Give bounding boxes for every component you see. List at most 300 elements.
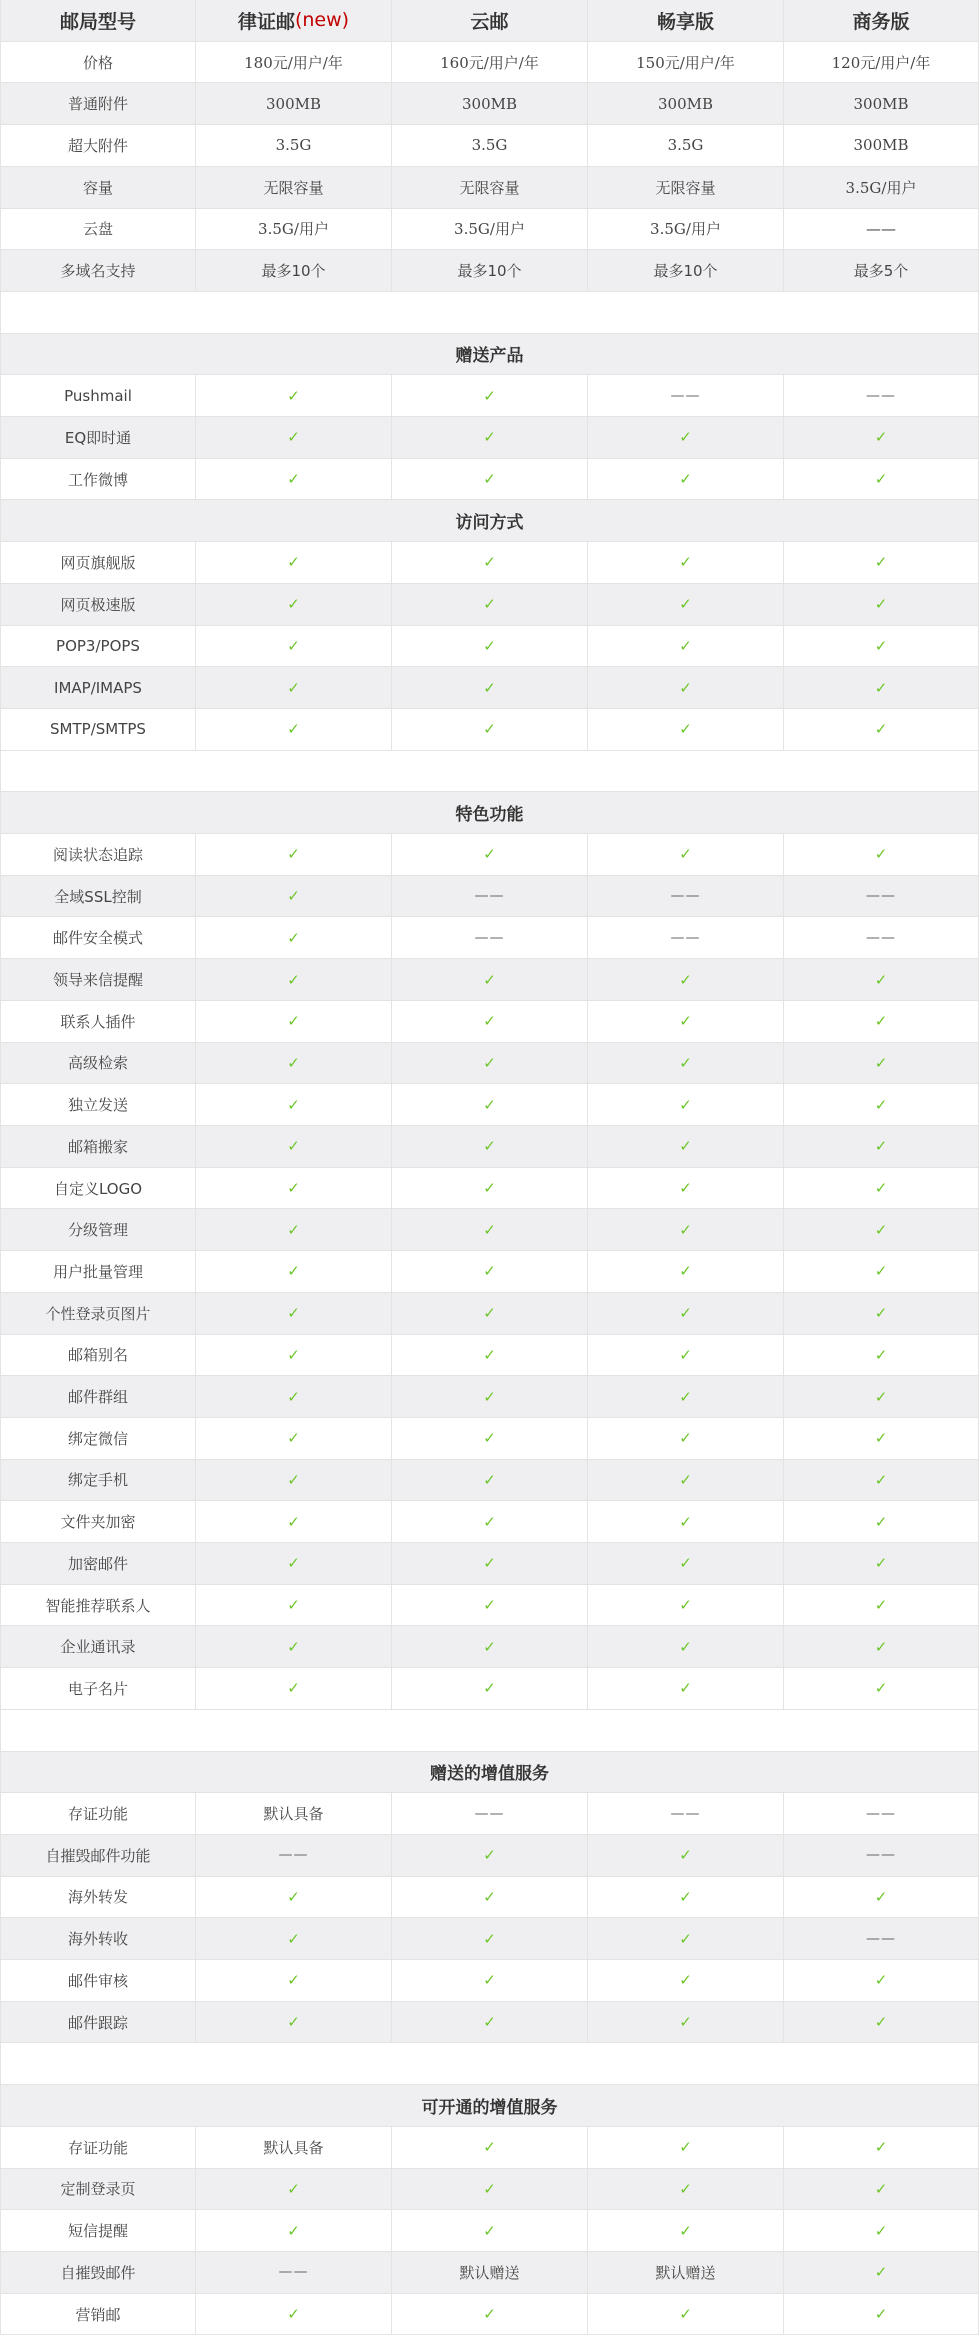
check-icon: ✓ bbox=[679, 2221, 692, 2240]
not-available-dash: —— bbox=[474, 888, 505, 905]
row-label: 个性登录页图片 bbox=[0, 1293, 196, 1334]
row-label: 存证功能 bbox=[0, 2127, 196, 2168]
table-row bbox=[0, 1501, 979, 1543]
blank-spacer-row bbox=[0, 1710, 979, 1752]
check-icon: ✓ bbox=[874, 1012, 888, 1031]
blank-spacer-row bbox=[0, 751, 979, 793]
check-icon: ✓ bbox=[287, 678, 300, 697]
table-cell bbox=[392, 375, 588, 416]
row-label: 邮件群组 bbox=[0, 1376, 196, 1417]
cell-value: 3.5G/用户 bbox=[258, 220, 329, 239]
check-icon: ✓ bbox=[679, 1929, 692, 1948]
table-cell bbox=[588, 1168, 784, 1209]
table-row bbox=[0, 959, 979, 1001]
table-cell bbox=[784, 2127, 979, 2168]
cell-value: 3.5G/用户 bbox=[650, 220, 721, 239]
section-title: 赠送产品 bbox=[0, 334, 979, 376]
row-label: 联系人插件 bbox=[0, 1001, 196, 1042]
table-cell bbox=[392, 209, 588, 250]
not-available-dash: —— bbox=[866, 1847, 896, 1864]
row-label: 营销邮 bbox=[0, 2294, 196, 2335]
check-icon: ✓ bbox=[679, 1262, 692, 1281]
row-label: Pushmail bbox=[0, 375, 196, 416]
table-cell bbox=[392, 1877, 588, 1918]
table-row bbox=[0, 2169, 979, 2211]
table-cell bbox=[392, 2002, 588, 2043]
check-icon: ✓ bbox=[874, 470, 888, 489]
table-cell bbox=[392, 626, 588, 667]
table-cell bbox=[588, 959, 784, 1000]
check-icon: ✓ bbox=[874, 2305, 888, 2324]
row-label: 分级管理 bbox=[0, 1209, 196, 1250]
table-cell bbox=[588, 417, 784, 458]
table-cell bbox=[392, 1293, 588, 1334]
table-cell bbox=[392, 1668, 588, 1709]
check-icon: ✓ bbox=[483, 1887, 496, 1906]
table-cell bbox=[392, 1793, 588, 1834]
cell-value: 300MB bbox=[461, 94, 517, 113]
row-label: 自摧毁邮件功能 bbox=[0, 1835, 196, 1876]
cell-value: 无限容量 bbox=[459, 178, 520, 197]
table-cell bbox=[784, 1251, 979, 1292]
row-label: 海外转发 bbox=[0, 1877, 196, 1918]
table-cell bbox=[392, 1626, 588, 1667]
table-cell bbox=[588, 709, 784, 750]
table-row bbox=[0, 1376, 979, 1418]
check-icon: ✓ bbox=[874, 595, 888, 614]
table-cell bbox=[588, 1043, 784, 1084]
new-badge: (new) bbox=[294, 9, 350, 32]
table-cell bbox=[392, 167, 588, 208]
table-cell bbox=[196, 1001, 392, 1042]
table-row bbox=[0, 125, 979, 167]
check-icon: ✓ bbox=[287, 1095, 300, 1114]
table-cell bbox=[588, 542, 784, 583]
row-label: 绑定手机 bbox=[0, 1460, 196, 1501]
table-cell bbox=[392, 125, 588, 166]
row-label: 普通附件 bbox=[0, 83, 196, 124]
check-icon: ✓ bbox=[679, 470, 692, 489]
check-icon: ✓ bbox=[874, 678, 888, 697]
check-icon: ✓ bbox=[483, 2305, 496, 2324]
row-label: 智能推荐联系人 bbox=[0, 1585, 196, 1626]
table-row bbox=[0, 584, 979, 626]
check-icon: ✓ bbox=[874, 2221, 888, 2240]
section-title: 赠送的增值服务 bbox=[0, 1752, 979, 1794]
not-available-dash: —— bbox=[670, 888, 701, 905]
check-icon: ✓ bbox=[483, 428, 496, 447]
table-cell bbox=[784, 2252, 979, 2293]
table-row bbox=[0, 1084, 979, 1126]
table-cell bbox=[392, 2210, 588, 2251]
check-icon: ✓ bbox=[287, 845, 300, 864]
header-plan-lvzhengyou bbox=[196, 0, 392, 41]
check-icon: ✓ bbox=[287, 2179, 300, 2198]
table-cell bbox=[392, 2252, 588, 2293]
table-cell bbox=[196, 1960, 392, 2001]
row-label: EQ即时通 bbox=[0, 417, 196, 458]
not-available-dash: —— bbox=[278, 1847, 309, 1864]
table-cell bbox=[588, 1251, 784, 1292]
table-body bbox=[0, 42, 979, 2336]
check-icon: ✓ bbox=[679, 636, 692, 655]
check-icon: ✓ bbox=[874, 1887, 888, 1906]
header-model-label: 邮局型号 bbox=[0, 0, 196, 41]
table-cell bbox=[392, 1585, 588, 1626]
table-cell bbox=[196, 1293, 392, 1334]
check-icon: ✓ bbox=[679, 1220, 692, 1239]
table-cell bbox=[196, 1668, 392, 1709]
check-icon: ✓ bbox=[287, 1179, 300, 1198]
header-plan-name: 律证邮 bbox=[237, 10, 295, 33]
table-cell bbox=[196, 2127, 392, 2168]
table-cell bbox=[588, 626, 784, 667]
table-row bbox=[0, 1418, 979, 1460]
check-icon: ✓ bbox=[287, 720, 300, 739]
check-icon: ✓ bbox=[679, 1887, 692, 1906]
row-label: 企业通讯录 bbox=[0, 1626, 196, 1667]
check-icon: ✓ bbox=[483, 636, 496, 655]
table-row bbox=[0, 1918, 979, 1960]
table-cell bbox=[588, 1918, 784, 1959]
check-icon: ✓ bbox=[287, 2221, 300, 2240]
table-cell bbox=[196, 1793, 392, 1834]
table-cell bbox=[196, 167, 392, 208]
table-row bbox=[0, 626, 979, 668]
table-cell bbox=[196, 375, 392, 416]
table-cell bbox=[588, 1960, 784, 2001]
cell-value: 120元/用户/年 bbox=[831, 53, 931, 72]
table-cell bbox=[784, 917, 979, 958]
cell-value: 3.5G bbox=[471, 136, 508, 155]
check-icon: ✓ bbox=[483, 1596, 496, 1615]
check-icon: ✓ bbox=[679, 1846, 692, 1865]
table-row bbox=[0, 2294, 979, 2336]
check-icon: ✓ bbox=[287, 1679, 300, 1698]
table-cell bbox=[784, 709, 979, 750]
check-icon: ✓ bbox=[483, 1304, 496, 1323]
table-row bbox=[0, 917, 979, 959]
table-cell bbox=[784, 417, 979, 458]
table-cell bbox=[784, 42, 979, 83]
table-row bbox=[0, 1668, 979, 1710]
table-cell bbox=[196, 1543, 392, 1584]
table-cell bbox=[784, 167, 979, 208]
check-icon: ✓ bbox=[679, 595, 692, 614]
table-cell bbox=[392, 1251, 588, 1292]
table-cell bbox=[784, 1918, 979, 1959]
table-cell bbox=[196, 1418, 392, 1459]
table-cell bbox=[784, 834, 979, 875]
table-cell bbox=[784, 1543, 979, 1584]
check-icon: ✓ bbox=[483, 1220, 496, 1239]
row-label: 文件夹加密 bbox=[0, 1501, 196, 1542]
table-row bbox=[0, 1626, 979, 1668]
check-icon: ✓ bbox=[874, 1470, 888, 1489]
section-title: 可开通的增值服务 bbox=[0, 2085, 979, 2127]
table-row bbox=[0, 167, 979, 209]
table-row bbox=[0, 1460, 979, 1502]
table-row bbox=[0, 2210, 979, 2252]
check-icon: ✓ bbox=[287, 1637, 300, 1656]
check-icon: ✓ bbox=[679, 1971, 692, 1990]
check-icon: ✓ bbox=[483, 1262, 496, 1281]
row-label: 容量 bbox=[0, 167, 196, 208]
table-cell bbox=[196, 1168, 392, 1209]
check-icon: ✓ bbox=[287, 970, 300, 989]
check-icon: ✓ bbox=[287, 1470, 300, 1489]
table-cell bbox=[196, 2294, 392, 2335]
table-cell bbox=[588, 667, 784, 708]
table-cell bbox=[196, 1918, 392, 1959]
check-icon: ✓ bbox=[287, 928, 300, 947]
cell-value: 无限容量 bbox=[655, 178, 716, 197]
table-row bbox=[0, 1126, 979, 1168]
check-icon: ✓ bbox=[483, 1512, 496, 1531]
table-cell bbox=[392, 2294, 588, 2335]
table-cell bbox=[784, 1126, 979, 1167]
table-cell bbox=[392, 1126, 588, 1167]
table-cell bbox=[588, 1877, 784, 1918]
row-label: SMTP/SMTPS bbox=[0, 709, 196, 750]
check-icon: ✓ bbox=[483, 1095, 496, 1114]
row-label: POP3/POPS bbox=[0, 626, 196, 667]
table-cell bbox=[784, 2169, 979, 2210]
row-label: 邮箱别名 bbox=[0, 1335, 196, 1376]
table-cell bbox=[784, 83, 979, 124]
check-icon: ✓ bbox=[483, 1470, 496, 1489]
table-cell bbox=[392, 834, 588, 875]
table-cell bbox=[196, 626, 392, 667]
table-cell bbox=[784, 1668, 979, 1709]
check-icon: ✓ bbox=[679, 845, 692, 864]
table-row bbox=[0, 1001, 979, 1043]
table-cell bbox=[196, 83, 392, 124]
table-cell bbox=[588, 42, 784, 83]
table-cell bbox=[588, 2210, 784, 2251]
table-cell bbox=[392, 42, 588, 83]
row-label: 网页旗舰版 bbox=[0, 542, 196, 583]
check-icon: ✓ bbox=[287, 2013, 300, 2032]
check-icon: ✓ bbox=[483, 470, 496, 489]
row-label: 短信提醒 bbox=[0, 2210, 196, 2251]
cell-value: 默认赠送 bbox=[459, 2263, 520, 2282]
table-cell bbox=[392, 667, 588, 708]
check-icon: ✓ bbox=[874, 970, 888, 989]
row-label: 全域SSL控制 bbox=[0, 876, 196, 917]
check-icon: ✓ bbox=[287, 553, 300, 572]
row-label: IMAP/IMAPS bbox=[0, 667, 196, 708]
check-icon: ✓ bbox=[874, 1137, 888, 1156]
table-cell bbox=[588, 1209, 784, 1250]
table-row bbox=[0, 250, 979, 292]
check-icon: ✓ bbox=[483, 970, 496, 989]
table-cell bbox=[588, 1126, 784, 1167]
table-cell bbox=[588, 1793, 784, 1834]
table-cell bbox=[392, 542, 588, 583]
cell-value: 300MB bbox=[265, 94, 321, 113]
check-icon: ✓ bbox=[483, 720, 496, 739]
table-cell bbox=[392, 2127, 588, 2168]
table-row bbox=[0, 1960, 979, 2002]
check-icon: ✓ bbox=[287, 1887, 300, 1906]
cell-value: 150元/用户/年 bbox=[636, 53, 735, 72]
cell-value: 3.5G bbox=[275, 136, 312, 155]
check-icon: ✓ bbox=[679, 1387, 692, 1406]
not-available-dash: —— bbox=[278, 2264, 309, 2281]
table-cell bbox=[196, 876, 392, 917]
check-icon: ✓ bbox=[483, 2013, 496, 2032]
table-cell bbox=[588, 1543, 784, 1584]
check-icon: ✓ bbox=[287, 2305, 300, 2324]
not-available-dash: —— bbox=[670, 929, 701, 946]
table-cell bbox=[392, 1168, 588, 1209]
table-cell bbox=[784, 1335, 979, 1376]
check-icon: ✓ bbox=[874, 636, 888, 655]
table-cell bbox=[392, 1835, 588, 1876]
check-icon: ✓ bbox=[874, 720, 888, 739]
check-icon: ✓ bbox=[874, 1554, 888, 1573]
check-icon: ✓ bbox=[483, 1929, 496, 1948]
table-row bbox=[0, 1251, 979, 1293]
check-icon: ✓ bbox=[287, 887, 300, 906]
table-cell bbox=[784, 1835, 979, 1876]
row-label: 云盘 bbox=[0, 209, 196, 250]
table-cell bbox=[588, 1418, 784, 1459]
check-icon: ✓ bbox=[874, 1179, 888, 1198]
header-plan-yunyou: 云邮 bbox=[392, 0, 588, 41]
table-cell bbox=[196, 584, 392, 625]
check-icon: ✓ bbox=[483, 1179, 496, 1198]
cell-value: 最多10个 bbox=[653, 262, 718, 281]
blank-spacer-row bbox=[0, 2043, 979, 2085]
row-label: 定制登录页 bbox=[0, 2169, 196, 2210]
table-cell bbox=[196, 459, 392, 500]
not-available-dash: —— bbox=[866, 888, 896, 905]
check-icon: ✓ bbox=[287, 428, 300, 447]
check-icon: ✓ bbox=[679, 1596, 692, 1615]
table-cell bbox=[588, 834, 784, 875]
table-cell bbox=[588, 2294, 784, 2335]
table-row bbox=[0, 1209, 979, 1251]
check-icon: ✓ bbox=[679, 2179, 692, 2198]
table-cell bbox=[392, 83, 588, 124]
table-cell bbox=[588, 83, 784, 124]
check-icon: ✓ bbox=[287, 1554, 300, 1573]
check-icon: ✓ bbox=[679, 1637, 692, 1656]
check-icon: ✓ bbox=[483, 1012, 496, 1031]
table-cell bbox=[588, 1335, 784, 1376]
not-available-dash: —— bbox=[866, 929, 896, 946]
table-cell bbox=[392, 1043, 588, 1084]
table-cell bbox=[588, 1460, 784, 1501]
row-label: 海外转收 bbox=[0, 1918, 196, 1959]
table-cell bbox=[196, 1460, 392, 1501]
table-row bbox=[0, 542, 979, 584]
table-row bbox=[0, 1543, 979, 1585]
table-cell bbox=[392, 1001, 588, 1042]
table-cell bbox=[784, 1960, 979, 2001]
check-icon: ✓ bbox=[483, 386, 496, 405]
table-cell bbox=[784, 2294, 979, 2335]
table-cell bbox=[196, 1376, 392, 1417]
cell-value: 3.5G/用户 bbox=[845, 178, 917, 197]
table-cell bbox=[588, 2169, 784, 2210]
check-icon: ✓ bbox=[287, 1929, 300, 1948]
table-cell bbox=[784, 542, 979, 583]
check-icon: ✓ bbox=[287, 1137, 300, 1156]
table-cell bbox=[784, 125, 979, 166]
table-cell bbox=[588, 1084, 784, 1125]
table-cell bbox=[196, 1251, 392, 1292]
table-cell bbox=[784, 667, 979, 708]
table-cell bbox=[392, 1960, 588, 2001]
table-cell bbox=[196, 209, 392, 250]
table-cell bbox=[588, 167, 784, 208]
check-icon: ✓ bbox=[874, 2263, 888, 2282]
table-cell bbox=[392, 2169, 588, 2210]
table-cell bbox=[392, 1084, 588, 1125]
table-cell bbox=[588, 209, 784, 250]
table-cell bbox=[392, 1418, 588, 1459]
check-icon: ✓ bbox=[679, 720, 692, 739]
table-cell bbox=[392, 917, 588, 958]
table-row bbox=[0, 1877, 979, 1919]
check-icon: ✓ bbox=[874, 1637, 888, 1656]
check-icon: ✓ bbox=[679, 1095, 692, 1114]
table-cell bbox=[196, 709, 392, 750]
table-cell bbox=[196, 1335, 392, 1376]
cell-value: 180元/用户/年 bbox=[244, 53, 343, 72]
table-row bbox=[0, 1585, 979, 1627]
blank-spacer-row bbox=[0, 292, 979, 334]
section-title: 特色功能 bbox=[0, 792, 979, 834]
check-icon: ✓ bbox=[483, 595, 496, 614]
table-row bbox=[0, 83, 979, 125]
check-icon: ✓ bbox=[287, 1012, 300, 1031]
table-cell bbox=[784, 2002, 979, 2043]
table-cell bbox=[588, 1501, 784, 1542]
table-cell bbox=[392, 876, 588, 917]
table-row bbox=[0, 709, 979, 751]
table-row bbox=[0, 2127, 979, 2169]
table-row bbox=[0, 2002, 979, 2044]
table-cell bbox=[588, 459, 784, 500]
row-label: 高级检索 bbox=[0, 1043, 196, 1084]
table-cell bbox=[196, 1626, 392, 1667]
check-icon: ✓ bbox=[679, 1345, 692, 1364]
check-icon: ✓ bbox=[874, 1304, 888, 1323]
check-icon: ✓ bbox=[874, 553, 888, 572]
check-icon: ✓ bbox=[483, 1971, 496, 1990]
table-cell bbox=[196, 417, 392, 458]
check-icon: ✓ bbox=[483, 845, 496, 864]
check-icon: ✓ bbox=[287, 1345, 300, 1364]
check-icon: ✓ bbox=[874, 2179, 888, 2198]
not-available-dash: —— bbox=[866, 1805, 896, 1822]
cell-value: 默认具备 bbox=[263, 1805, 324, 1824]
check-icon: ✓ bbox=[287, 1429, 300, 1448]
table-cell bbox=[784, 2210, 979, 2251]
table-cell bbox=[588, 1626, 784, 1667]
row-label: 超大附件 bbox=[0, 125, 196, 166]
table-cell bbox=[392, 1335, 588, 1376]
table-cell bbox=[784, 1001, 979, 1042]
row-label: 自定义LOGO bbox=[0, 1168, 196, 1209]
table-cell bbox=[196, 2210, 392, 2251]
table-cell bbox=[588, 125, 784, 166]
check-icon: ✓ bbox=[874, 1095, 888, 1114]
